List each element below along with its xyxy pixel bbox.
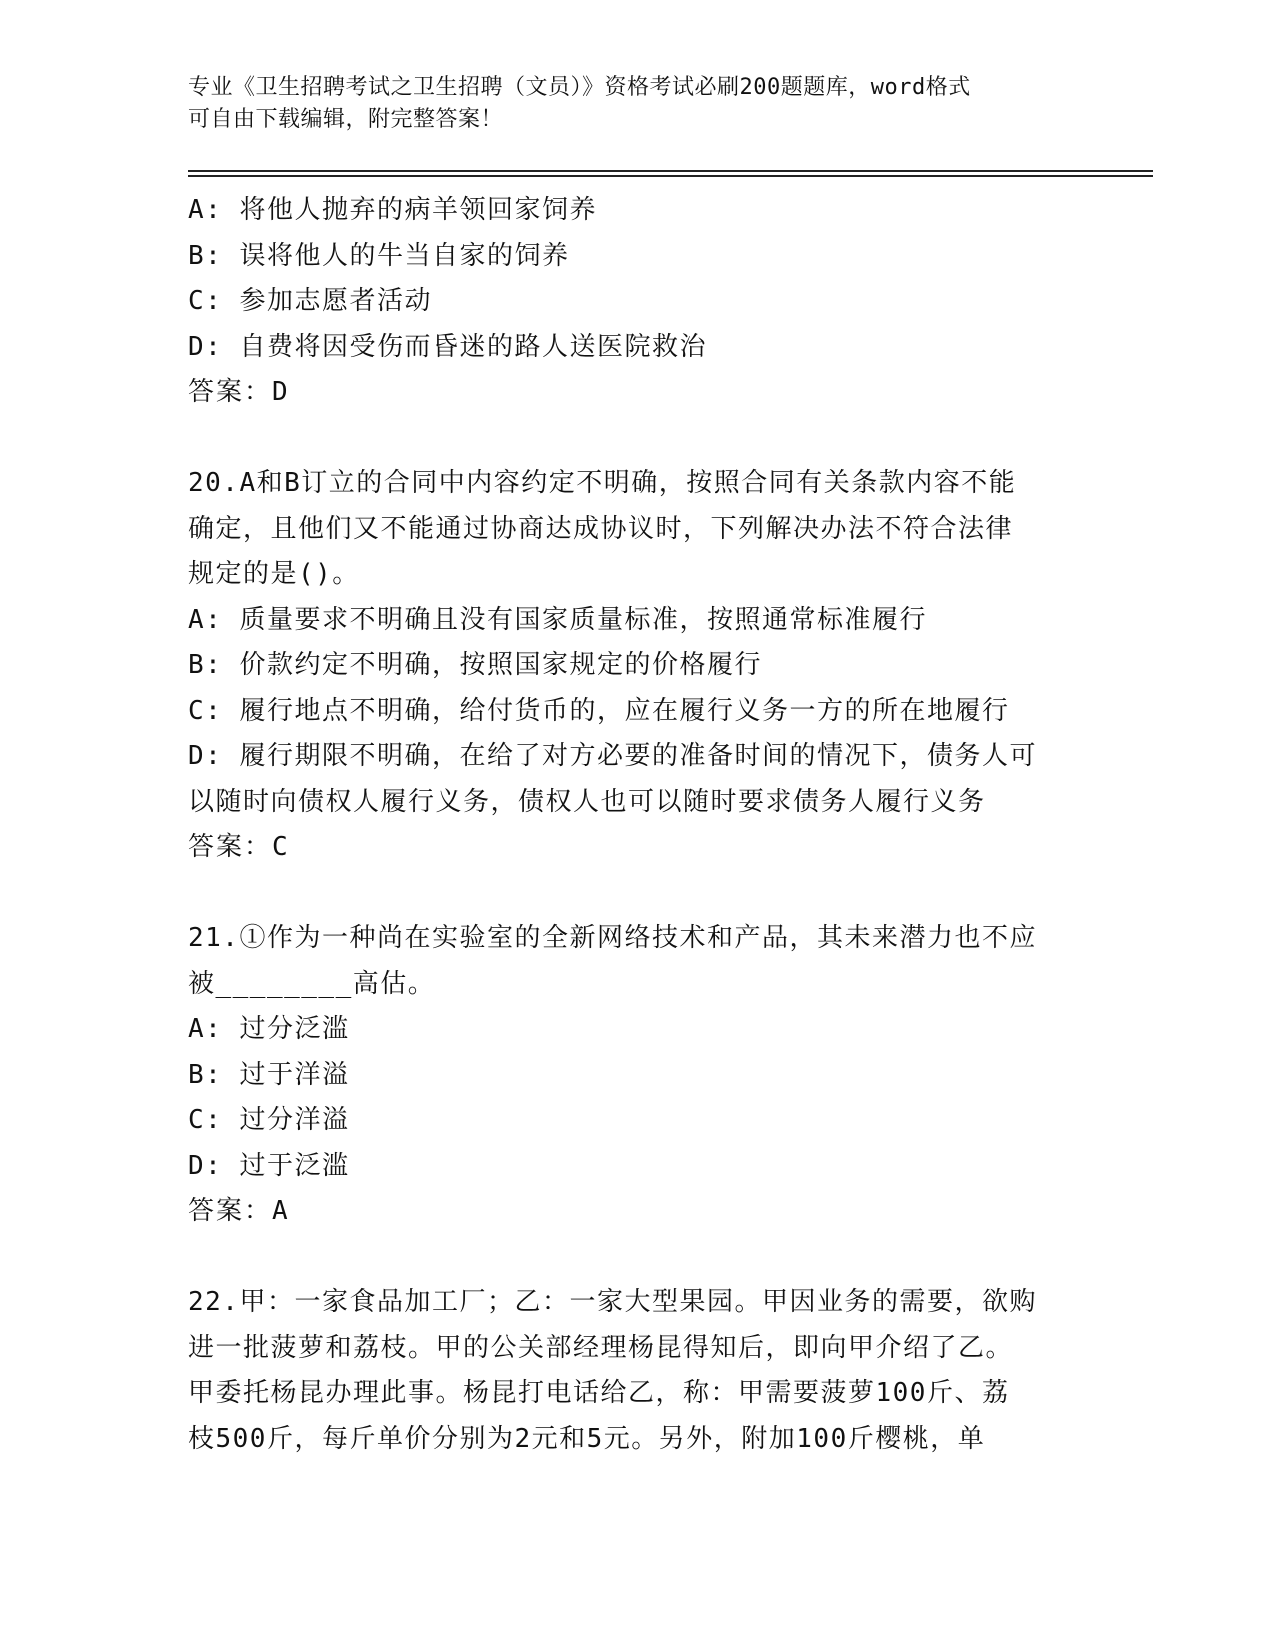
question-21 xyxy=(188,916,1088,1235)
option-b: B: 过于洋溢 xyxy=(188,1059,350,1090)
option-d: D: 自费将因受伤而昏迷的路人送医院救治 xyxy=(188,331,707,362)
header-divider-top xyxy=(188,170,1153,172)
answer: 答案：C xyxy=(188,832,290,862)
question-stem-line-2: 确定，且他们又不能通过协商达成协议时，下列解决办法不符合法律 xyxy=(188,513,1014,544)
answer: 答案：A xyxy=(188,1196,290,1226)
option-b: B: 价款约定不明确，按照国家规定的价格履行 xyxy=(188,650,762,680)
document-header xyxy=(188,72,1068,136)
option-d: D: 过于泛滥 xyxy=(188,1150,350,1181)
option-d-line-1: D: 履行期限不明确，在给了对方必要的准备时间的情况下，债务人可 xyxy=(188,741,1037,771)
question-19 xyxy=(188,188,1088,416)
option-a: A: 质量要求不明确且没有国家质量标准，按照通常标准履行 xyxy=(188,604,927,635)
question-list xyxy=(188,188,1088,1462)
option-c: C: 履行地点不明确，给付货币的，应在履行义务一方的所在地履行 xyxy=(188,695,1010,726)
question-stem-line-1: 22.甲：一家食品加工厂；乙：一家大型果园。甲因业务的需要，欲购 xyxy=(188,1287,1037,1317)
option-c: C: 参加志愿者活动 xyxy=(188,286,432,316)
header-divider-bottom xyxy=(188,175,1153,177)
question-stem-line-1: 21.①作为一种尚在实验室的全新网络技术和产品，其未来潜力也不应 xyxy=(188,923,1037,953)
answer: 答案：D xyxy=(188,377,290,407)
question-stem-line-3: 规定的是()。 xyxy=(188,559,360,589)
question-stem-line-4: 枝500斤，每斤单价分别为2元和5元。另外，附加100斤樱桃，单 xyxy=(188,1423,986,1454)
question-stem-line-2: 被________高估。 xyxy=(188,968,436,999)
question-20 xyxy=(188,461,1088,871)
header-line-1: 专业《卫生招聘考试之卫生招聘（文员）》资格考试必刷200题题库，word格式 xyxy=(188,75,971,100)
option-d-line-2: 以随时向债权人履行义务，债权人也可以随时要求债务人履行义务 xyxy=(188,786,986,817)
spacer xyxy=(188,871,1088,917)
question-stem-line-3: 甲委托杨昆办理此事。杨昆打电话给乙，称：甲需要菠萝100斤、荔 xyxy=(188,1378,1010,1408)
option-a: A: 将他人抛弃的病羊领回家饲养 xyxy=(188,195,597,225)
question-stem-line-2: 进一批菠萝和荔枝。甲的公关部经理杨昆得知后，即向甲介绍了乙。 xyxy=(188,1332,1014,1363)
header-line-2: 可自由下载编辑，附完整答案！ xyxy=(188,107,504,132)
question-stem-line-1: 20.A和B订立的合同中内容约定不明确，按照合同有关条款内容不能 xyxy=(188,468,1017,498)
option-c: C: 过分洋溢 xyxy=(188,1105,350,1135)
option-b: B: 误将他人的牛当自家的饲养 xyxy=(188,240,570,271)
question-22 xyxy=(188,1280,1088,1462)
option-a: A: 过分泛滥 xyxy=(188,1014,350,1044)
spacer xyxy=(188,416,1088,462)
spacer xyxy=(188,1235,1088,1281)
